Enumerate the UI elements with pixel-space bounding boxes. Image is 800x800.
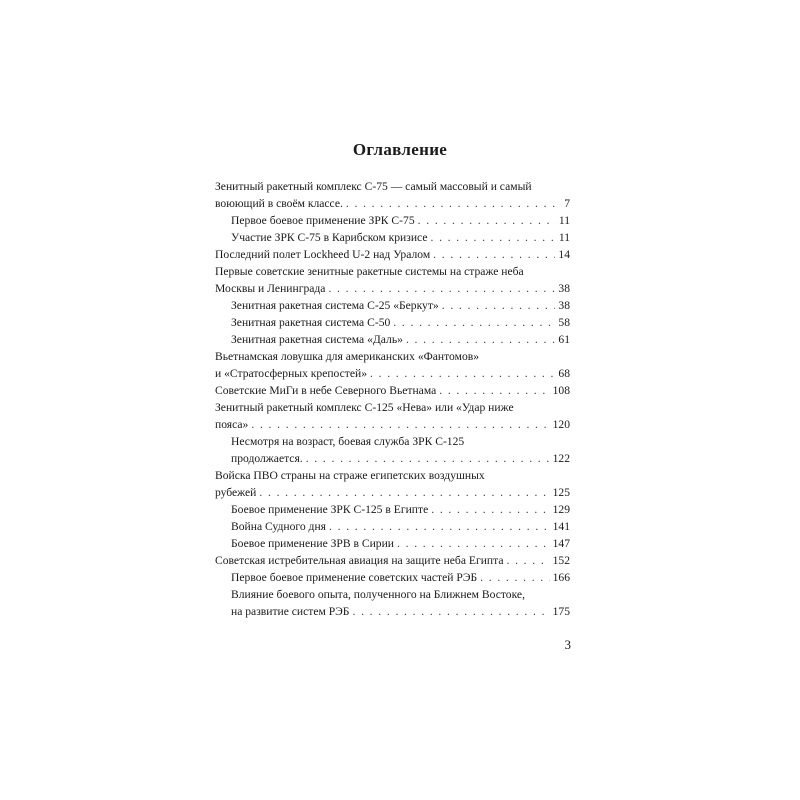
toc-entry-title: рубежей (215, 486, 257, 499)
toc-entry-title-line: Зенитный ракетный комплекс С-125 «Нева» или «Удар ниже (215, 401, 514, 414)
dot-leader (506, 552, 549, 569)
toc-subentry (231, 212, 570, 229)
table-of-contents (215, 178, 570, 620)
dot-leader (480, 569, 549, 586)
toc-entry-title-line: Вьетнамская ловушка для американских «Фантомов» (215, 350, 480, 363)
dot-leader (329, 518, 550, 535)
toc-entry-title: Участие ЗРК С-75 в Карибском кризисе (231, 231, 428, 244)
dot-leader (370, 365, 555, 382)
dot-leader (328, 280, 555, 297)
toc-entry-title: Зенитная ракетная система С-50 (231, 316, 391, 329)
toc-heading: Оглавление (352, 140, 448, 159)
toc-entry-title: Советские МиГи в небе Северного Вьетнама (215, 384, 437, 397)
toc-entry (215, 382, 570, 399)
toc-page-number: 166 (552, 571, 570, 584)
dot-leader (346, 195, 561, 212)
toc-entry-title: Боевое применение ЗРВ в Сирии (231, 537, 395, 550)
toc-page-number: 11 (558, 214, 570, 227)
toc-entry-title: Первое боевое применение ЗРК С-75 (231, 214, 415, 227)
dot-leader (251, 416, 549, 433)
toc-page-number: 125 (552, 486, 570, 499)
toc-page-number: 152 (552, 554, 570, 567)
toc-entry (215, 399, 570, 433)
toc-entry-title: Война Судного дня (231, 520, 326, 533)
toc-page-number: 38 (558, 299, 570, 312)
toc-entry-title: Советская истребительная авиация на защите неба Египта (215, 554, 504, 567)
toc-entry-title: Боевое применение ЗРК С-125 в Египте (231, 503, 429, 516)
toc-entry-title: Последний полет Lockheed U-2 над Уралом (215, 248, 431, 261)
toc-entry-title-line: Несмотря на возраст, боевая служба ЗРК С-125 (231, 435, 465, 448)
page-number: 3 (564, 637, 571, 652)
toc-entry (215, 263, 570, 297)
dot-leader (306, 450, 550, 467)
toc-entry-title: пояса» (215, 418, 249, 431)
dot-leader (397, 535, 550, 552)
dot-leader (352, 603, 549, 620)
toc-entry (215, 467, 570, 501)
toc-entry (215, 552, 570, 569)
toc-page-number: 175 (552, 605, 570, 618)
toc-page-number: 58 (558, 316, 570, 329)
dot-leader (406, 331, 555, 348)
toc-subentry (231, 229, 570, 246)
dot-leader (442, 297, 556, 314)
toc-page-number: 122 (552, 452, 570, 465)
toc-page-number: 147 (552, 537, 570, 550)
toc-entry (215, 178, 570, 212)
toc-page-number: 108 (552, 384, 570, 397)
dot-leader (418, 212, 556, 229)
dot-leader (430, 229, 555, 246)
toc-entry-title: Москвы и Ленинграда (215, 282, 326, 295)
toc-page-number: 14 (558, 248, 570, 261)
dot-leader (431, 501, 549, 518)
toc-subentry (231, 314, 570, 331)
toc-subentry (231, 569, 570, 586)
dot-leader (433, 246, 555, 263)
toc-entry-title-line: Первые советские зенитные ракетные системы на страже неба (215, 265, 524, 278)
dot-leader (439, 382, 549, 399)
toc-entry (215, 246, 570, 263)
toc-subentry (231, 535, 570, 552)
toc-subentry (231, 518, 570, 535)
toc-subentry (231, 433, 570, 467)
toc-page-number: 7 (564, 197, 570, 210)
toc-entry-title: воюющий в своём классе. (215, 197, 343, 210)
toc-entry-title: Зенитная ракетная система «Даль» (231, 333, 403, 346)
dot-leader (259, 484, 549, 501)
toc-subentry (231, 586, 570, 620)
toc-entry-title: на развитие систем РЭБ (231, 605, 350, 618)
toc-subentry (231, 297, 570, 314)
toc-page-number: 68 (558, 367, 570, 380)
toc-page-number: 61 (558, 333, 570, 346)
toc-entry-title: продолжается. (231, 452, 303, 465)
toc-page-number: 129 (552, 503, 570, 516)
toc-entry-title: Первое боевое применение советских частей РЭБ (231, 571, 478, 584)
toc-entry-title-line: Зенитный ракетный комплекс С-75 — самый массовый и самый (215, 180, 532, 193)
toc-page-number: 11 (558, 231, 570, 244)
toc-subentry (231, 331, 570, 348)
toc-page-number: 141 (552, 520, 570, 533)
toc-subentry (231, 501, 570, 518)
toc-entry-title-line: Войска ПВО страны на страже египетских воздушных (215, 469, 485, 482)
toc-page-number: 38 (558, 282, 570, 295)
toc-entry (215, 348, 570, 382)
toc-entry-title: Зенитная ракетная система С-25 «Беркут» (231, 299, 439, 312)
toc-page-number: 120 (552, 418, 570, 431)
dot-leader (393, 314, 555, 331)
toc-entry-title: и «Стратосферных крепостей» (215, 367, 367, 380)
toc-entry-title-line: Влияние боевого опыта, полученного на Ближнем Востоке, (231, 588, 525, 601)
